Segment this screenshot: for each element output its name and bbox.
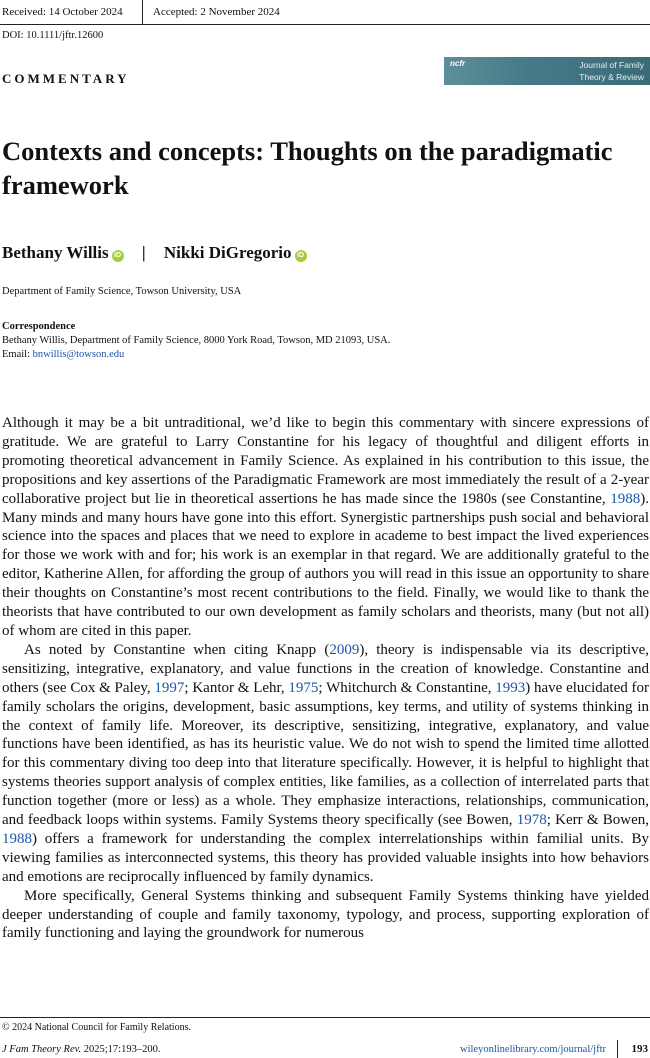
correspondence-address: Bethany Willis, Department of Family Science, 8000 York Road, Towson, MD 21093, USA. <box>2 335 391 346</box>
citation-link[interactable]: 1988 <box>610 490 641 507</box>
publisher-logo-text: ncfr <box>450 59 466 68</box>
received-date: Received: 14 October 2024 <box>2 6 123 18</box>
article-dates-bar <box>0 0 650 24</box>
paragraph-text: As noted by Constantine when citing Knapp ( <box>24 641 330 658</box>
paragraph-text: ; Whitchurch & Constantine, <box>318 679 496 696</box>
body-paragraph <box>2 641 649 887</box>
paragraph-text: Although it may be a bit untraditional, we’d like to begin this commentary with sincere expressions of gratitude. We are grateful to Larry Constantine for his legacy of thoughtful and diligent efforts in promoting theoretical advancement in Family Science. As explained in his contribution to this issue, the propositions and key assertions of the Paradigmatic Framework are most immediately the result of a 2-year collaborative project but lie in theoretical assertions he has made since the 1980s (see Constantine, <box>2 415 649 507</box>
journal-name-line2: Theory & Review <box>579 72 644 82</box>
footer-divider <box>617 1040 618 1058</box>
author-name: Bethany Willis <box>2 243 109 262</box>
paragraph-text: ; Kantor & Lehr, <box>184 679 289 696</box>
doi: DOI: 10.1111/jftr.12600 <box>2 30 104 41</box>
author-list <box>2 243 307 263</box>
author-name: Nikki DiGregorio <box>163 243 292 262</box>
paragraph-text: More specifically, General Systems thinking and subsequent Family Systems thinking have yielded deeper understanding of couple and family taxonomy, typology, and process, supporting exploration of family functioning and laying the groundwork for numerous <box>2 887 649 942</box>
header-divider <box>142 0 143 24</box>
accepted-date: Accepted: 2 November 2024 <box>153 6 280 18</box>
orcid-icon[interactable]: iD <box>295 250 307 262</box>
journal-name <box>579 59 644 83</box>
correspondence-block <box>2 320 390 362</box>
email-link[interactable]: bnwillis@towson.edu <box>32 349 125 360</box>
affiliation: Department of Family Science, Towson University, USA <box>2 286 242 297</box>
body-paragraph <box>2 414 649 641</box>
journal-citation <box>2 1044 160 1055</box>
citation-details: 2025;17:193–200. <box>81 1044 161 1055</box>
body-paragraph <box>2 887 649 944</box>
article-body <box>2 414 649 943</box>
copyright-notice: © 2024 National Council for Family Relations. <box>2 1022 191 1033</box>
journal-name-line1: Journal of Family <box>579 60 644 70</box>
footer-rule <box>0 1017 650 1018</box>
citation-link[interactable]: 1997 <box>154 679 185 696</box>
correspondence-heading: Correspondence <box>2 321 76 332</box>
citation-link[interactable]: 1975 <box>288 679 319 696</box>
citation-link[interactable]: 2009 <box>329 641 360 658</box>
email-label: Email: <box>2 349 30 360</box>
author-separator: | <box>141 243 146 262</box>
page-number: 193 <box>631 1043 648 1055</box>
citation-link[interactable]: 1978 <box>516 812 547 829</box>
paragraph-text: ) have elucidated for family scholars the origins, development, basic assumptions, key terms, and utility of systems thinking in the context of family life. Moreover, its descriptive, sensitizing, integrative, explanatory, and value functions have been identified, as has its heuristic value. We do not wish to spend the limited time allotted for this commentary diving too deep into that literature specifically. However, it is helpful to highlight that systems theories support analysis of complex entities, like families, as a collection of interrelated parts that function together (more or less) as a whole. They emphasize interactions, relationships, communication, and feedback loops within systems. Family Systems theory specifically (see Bowen, <box>2 679 649 829</box>
citation-link[interactable]: 1993 <box>495 679 526 696</box>
journal-logo <box>444 57 650 85</box>
paragraph-text: ) offers a framework for understanding the complex interrelationships within familial units. By viewing families as interconnected systems, this theory has provided valuable insights into how behaviors and emotions are reciprocally influenced by family dynamics. <box>2 830 649 885</box>
journal-abbrev: J Fam Theory Rev. <box>2 1044 82 1055</box>
orcid-icon[interactable]: iD <box>112 250 124 262</box>
journal-url-link[interactable]: wileyonlinelibrary.com/journal/jftr <box>460 1044 606 1055</box>
article-title: Contexts and concepts: Thoughts on the paradigmatic framework <box>2 136 613 200</box>
correspondence-email-line <box>2 348 390 362</box>
paragraph-text: ). Many minds and many hours have gone into this effort. Synergistic partnerships push social and behavioral science into the spaces and places that we need to explore in academe to best impact the lived experiences for those we work with and for; his work is an exemplar in that regard. We are additionally grateful to the editor, Katherine Allen, for affording the group of authors you will read in this issue an opportunity to share their thoughts on Constantine’s most recent contributions to the field. Finally, we would like to thank the theorists that have contributed to our own development as family scholars and theorists, many (but not all) of whom are cited in this paper. <box>2 490 649 639</box>
citation-link[interactable]: 1988 <box>2 830 32 847</box>
paragraph-text: ), theory is indispensable via its descriptive, sensitizing, integrative, explanatory, and value functions in the creation of knowledge. Constantine and others (see Cox & Paley, <box>2 641 649 696</box>
section-label: COMMENTARY <box>2 71 130 86</box>
paragraph-text: ; Kerr & Bowen, <box>546 812 649 829</box>
header-rule <box>0 24 650 25</box>
page-footer <box>0 1040 650 1058</box>
